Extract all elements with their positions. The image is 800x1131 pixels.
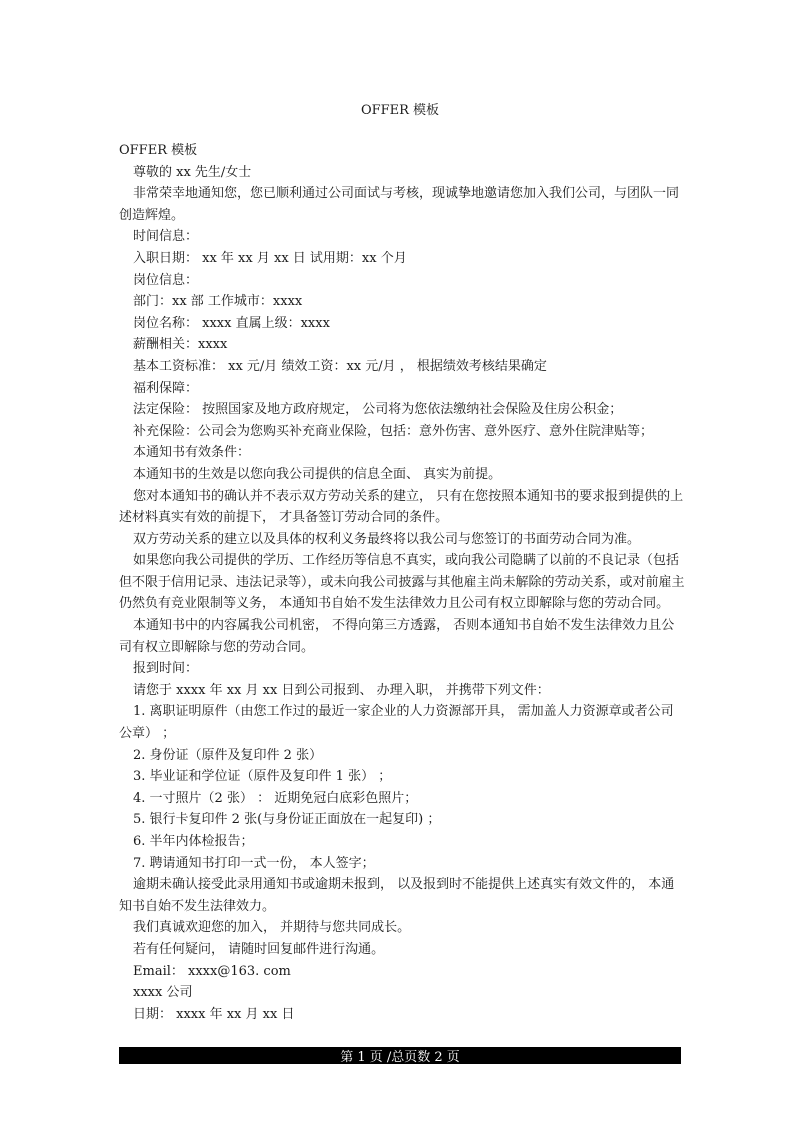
document-list-item: 1. 离职证明原件（由您工作过的最近一家企业的人力资源部开具， 需加盖人力资源章或者公司公章） ； — [119, 704, 674, 742]
document-list-item: 7. 聘请通知书打印一式一份， 本人签字； — [133, 855, 375, 871]
section-heading-benefits: 福利保障： — [133, 380, 199, 396]
document-title: OFFER 模板 — [119, 143, 198, 158]
section-heading-position: 岗位信息： — [133, 272, 199, 288]
document-list-item: 4. 一寸照片（2 张） ： 近期免冠白底彩色照片； — [133, 790, 418, 806]
condition-paragraph-1: 本通知书的生效是以您向我公司提供的信息全面、 真实为前提。 — [133, 466, 502, 482]
company-signature: xxxx 公司 — [133, 985, 193, 1001]
contact-line: 若有任何疑问， 请随时回复邮件进行沟通。 — [133, 941, 385, 957]
welcome-line: 我们真诚欢迎您的加入， 并期待与您共同成长。 — [133, 920, 411, 936]
department-line: 部门：xx 部 工作城市：xxxx — [133, 294, 303, 310]
condition-paragraph-4: 如果您向我公司提供的学历、工作经历等信息不真实，或向我公司隐瞒了以前的不良记录（包括但不限于信用记录、违法记录等），或未向我公司披露与其他雇主尚未解除的劳动关系，或对前雇主仍然负有竞业限制等义务， 本通知书自始不发生法律效力且公司有权立即解除与您的劳动合同。 — [119, 553, 685, 612]
email-line: Email： xxxx@163. com — [133, 963, 291, 979]
page-header-title: OFFER 模板 — [360, 103, 440, 118]
salary-line: 基本工资标准： xx 元/月 绩效工资：xx 元/月 ， 根据绩效考核结果确定 — [133, 358, 547, 374]
document-body — [119, 140, 685, 1025]
section-heading-report: 报到时间： — [133, 661, 199, 677]
page-footer — [119, 1047, 681, 1064]
date-line: 日期： xxxx 年 xx 月 xx 日 — [133, 1006, 295, 1022]
position-line: 岗位名称： xxxx 直属上级：xxxx — [133, 315, 330, 331]
document-list-item: 6. 半年内体检报告； — [133, 834, 254, 849]
condition-paragraph-3: 双方劳动关系的建立以及具体的权利义务最终将以我公司与您签订的书面劳动合同为准。 — [133, 531, 641, 547]
salutation: 尊敬的 xx 先生/女士 — [133, 164, 252, 180]
document-list-item: 2. 身份证（原件及复印件 2 张） — [133, 747, 323, 763]
page-number-label: 第 1 页 /总页数 2 页 — [340, 1050, 460, 1065]
start-date-line: 入职日期： xx 年 xx 月 xx 日 试用期：xx 个月 — [133, 250, 407, 266]
document-list-item: 3. 毕业证和学位证（原件及复印件 1 张） ； — [133, 769, 392, 785]
statutory-insurance-line: 法定保险： 按照国家及地方政府规定， 公司将为您依法缴纳社会保险及住房公积金； — [133, 402, 623, 418]
document-list-item: 5. 银行卡复印件 2 张(与身份证正面放在一起复印) ； — [133, 812, 441, 828]
confidentiality-paragraph: 本通知书中的内容属我公司机密， 不得向第三方透露， 否则本通知书自始不发生法律效力且公司有权立即解除与您的劳动合同。 — [119, 618, 675, 655]
report-instruction-line: 请您于 xxxx 年 xx 月 xx 日到公司报到、 办理入职， 并携带下列文件： — [133, 682, 550, 698]
intro-paragraph: 非常荣幸地通知您，您已顺利通过公司面试与考核，现诚挚地邀请您加入我们公司，与团队一同创造辉煌。 — [119, 186, 680, 223]
condition-paragraph-2: 您对本通知书的确认并不表示双方劳动关系的建立， 只有在您按照本通知书的要求报到提供的上述材料真实有效的前提下， 才具备签订劳动合同的条件。 — [119, 488, 684, 526]
expiry-paragraph: 逾期未确认接受此录用通知书或逾期未报到， 以及报到时不能提供上述真实有效文件的， 本通知书自始不发生法律效力。 — [119, 877, 675, 914]
section-heading-time: 时间信息： — [133, 229, 199, 245]
section-heading-conditions: 本通知书有效条件： — [133, 445, 251, 461]
compensation-line: 薪酬相关：xxxx — [133, 337, 228, 353]
supplementary-insurance-line: 补充保险：公司会为您购买补充商业保险，包括：意外伤害、意外医疗、意外住院津贴等； — [133, 423, 654, 439]
